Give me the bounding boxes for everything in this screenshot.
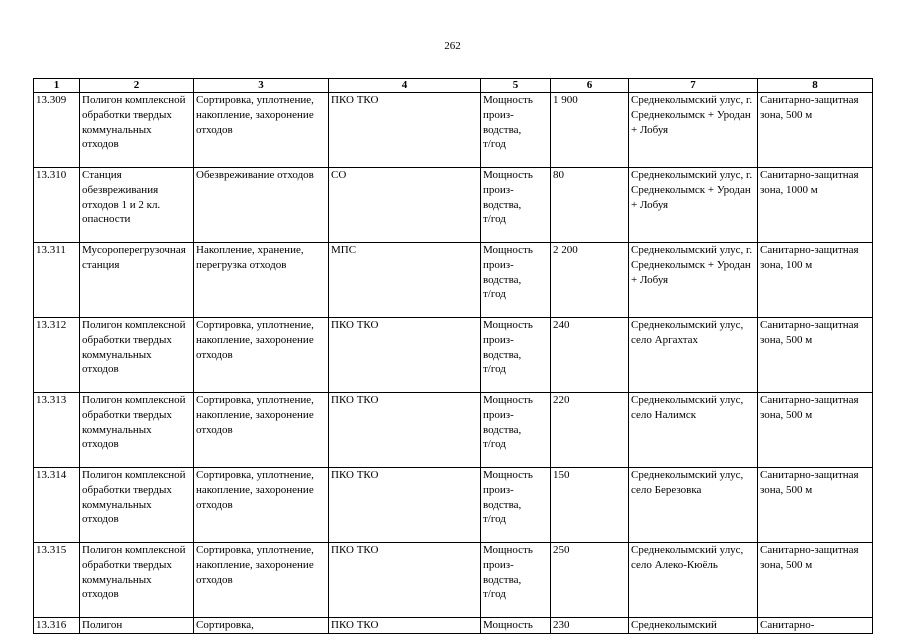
row-id: 13.311: [34, 243, 80, 318]
table-row: [34, 168, 873, 243]
capacity-label: Мощность произ- водства, т/год: [481, 168, 551, 243]
capacity-value: 220: [551, 393, 629, 468]
capacity-value: 250: [551, 543, 629, 618]
capacity-label: Мощность произ- водства, т/год: [481, 543, 551, 618]
row-id: 13.314: [34, 468, 80, 543]
sanitary-zone: Санитарно-защитная зона, 500 м: [758, 93, 873, 168]
table-row: [34, 468, 873, 543]
operations: Обезвреживание отходов: [194, 168, 329, 243]
sanitary-zone: Санитарно-защитная зона, 500 м: [758, 468, 873, 543]
facility-name: Полигон комплексной обработки твердых коммунальных отходов: [80, 468, 194, 543]
location: Среднеколымский улус, село Аргахтах: [629, 318, 758, 393]
facility-name: Полигон комплексной обработки твердых коммунальных отходов: [80, 393, 194, 468]
capacity-value: 240: [551, 318, 629, 393]
facility-type: СО: [329, 168, 481, 243]
column-header: 2: [80, 79, 194, 93]
operations: Сортировка,: [194, 618, 329, 634]
sanitary-zone: Санитарно-защитная зона, 500 м: [758, 393, 873, 468]
capacity-label: Мощность произ- водства, т/год: [481, 243, 551, 318]
operations: Сортировка, уплотнение, накопление, захоронение отходов: [194, 93, 329, 168]
facility-type: ПКО ТКО: [329, 618, 481, 634]
sanitary-zone: Санитарно-защитная зона, 500 м: [758, 543, 873, 618]
column-header: 4: [329, 79, 481, 93]
column-header: 3: [194, 79, 329, 93]
sanitary-zone: Санитарно-защитная зона, 500 м: [758, 318, 873, 393]
facility-name: Полигон комплексной обработки твердых коммунальных отходов: [80, 93, 194, 168]
operations: Сортировка, уплотнение, накопление, захоронение отходов: [194, 318, 329, 393]
row-id: 13.316: [34, 618, 80, 634]
capacity-label: Мощность произ- водства, т/год: [481, 468, 551, 543]
table-row: [34, 618, 873, 634]
facility-type: МПС: [329, 243, 481, 318]
data-table: [33, 78, 873, 634]
sanitary-zone: Санитарно-защитная зона, 1000 м: [758, 168, 873, 243]
capacity-label: Мощность: [481, 618, 551, 634]
column-header: 7: [629, 79, 758, 93]
column-header: 5: [481, 79, 551, 93]
facility-type: ПКО ТКО: [329, 393, 481, 468]
facility-type: ПКО ТКО: [329, 543, 481, 618]
sanitary-zone: Санитарно-: [758, 618, 873, 634]
facility-type: ПКО ТКО: [329, 93, 481, 168]
table-row: [34, 543, 873, 618]
capacity-label: Мощность произ- водства, т/год: [481, 393, 551, 468]
facility-name: Полигон: [80, 618, 194, 634]
location: Среднеколымский: [629, 618, 758, 634]
table-header-row: [34, 79, 873, 93]
table-row: [34, 93, 873, 168]
capacity-value: 150: [551, 468, 629, 543]
column-header: 6: [551, 79, 629, 93]
column-header: 1: [34, 79, 80, 93]
page-number: 262: [444, 40, 461, 52]
row-id: 13.315: [34, 543, 80, 618]
capacity-label: Мощность произ- водства, т/год: [481, 93, 551, 168]
row-id: 13.310: [34, 168, 80, 243]
capacity-value: 1 900: [551, 93, 629, 168]
location: Среднеколымский улус, село Алеко-Кюёль: [629, 543, 758, 618]
row-id: 13.313: [34, 393, 80, 468]
facility-name: Мусороперегрузочная станция: [80, 243, 194, 318]
location: Среднеколымский улус, г. Среднеколымск + Уродан + Лобуя: [629, 168, 758, 243]
facility-name: Полигон комплексной обработки твердых коммунальных отходов: [80, 318, 194, 393]
table-row: [34, 393, 873, 468]
location: Среднеколымский улус, г. Среднеколымск + Уродан + Лобуя: [629, 243, 758, 318]
table-row: [34, 318, 873, 393]
operations: Сортировка, уплотнение, накопление, захоронение отходов: [194, 543, 329, 618]
facility-name: Станция обезвреживания отходов 1 и 2 кл. опасности: [80, 168, 194, 243]
facility-type: ПКО ТКО: [329, 318, 481, 393]
operations: Сортировка, уплотнение, накопление, захоронение отходов: [194, 393, 329, 468]
capacity-value: 80: [551, 168, 629, 243]
location: Среднеколымский улус, г. Среднеколымск + Уродан + Лобуя: [629, 93, 758, 168]
capacity-value: 2 200: [551, 243, 629, 318]
sanitary-zone: Санитарно-защитная зона, 100 м: [758, 243, 873, 318]
location: Среднеколымский улус, село Березовка: [629, 468, 758, 543]
capacity-value: 230: [551, 618, 629, 634]
row-id: 13.309: [34, 93, 80, 168]
column-header: 8: [758, 79, 873, 93]
location: Среднеколымский улус, село Налимск: [629, 393, 758, 468]
operations: Сортировка, уплотнение, накопление, захоронение отходов: [194, 468, 329, 543]
operations: Накопление, хранение, перегрузка отходов: [194, 243, 329, 318]
table-row: [34, 243, 873, 318]
facility-name: Полигон комплексной обработки твердых коммунальных отходов: [80, 543, 194, 618]
capacity-label: Мощность произ- водства, т/год: [481, 318, 551, 393]
row-id: 13.312: [34, 318, 80, 393]
facility-type: ПКО ТКО: [329, 468, 481, 543]
